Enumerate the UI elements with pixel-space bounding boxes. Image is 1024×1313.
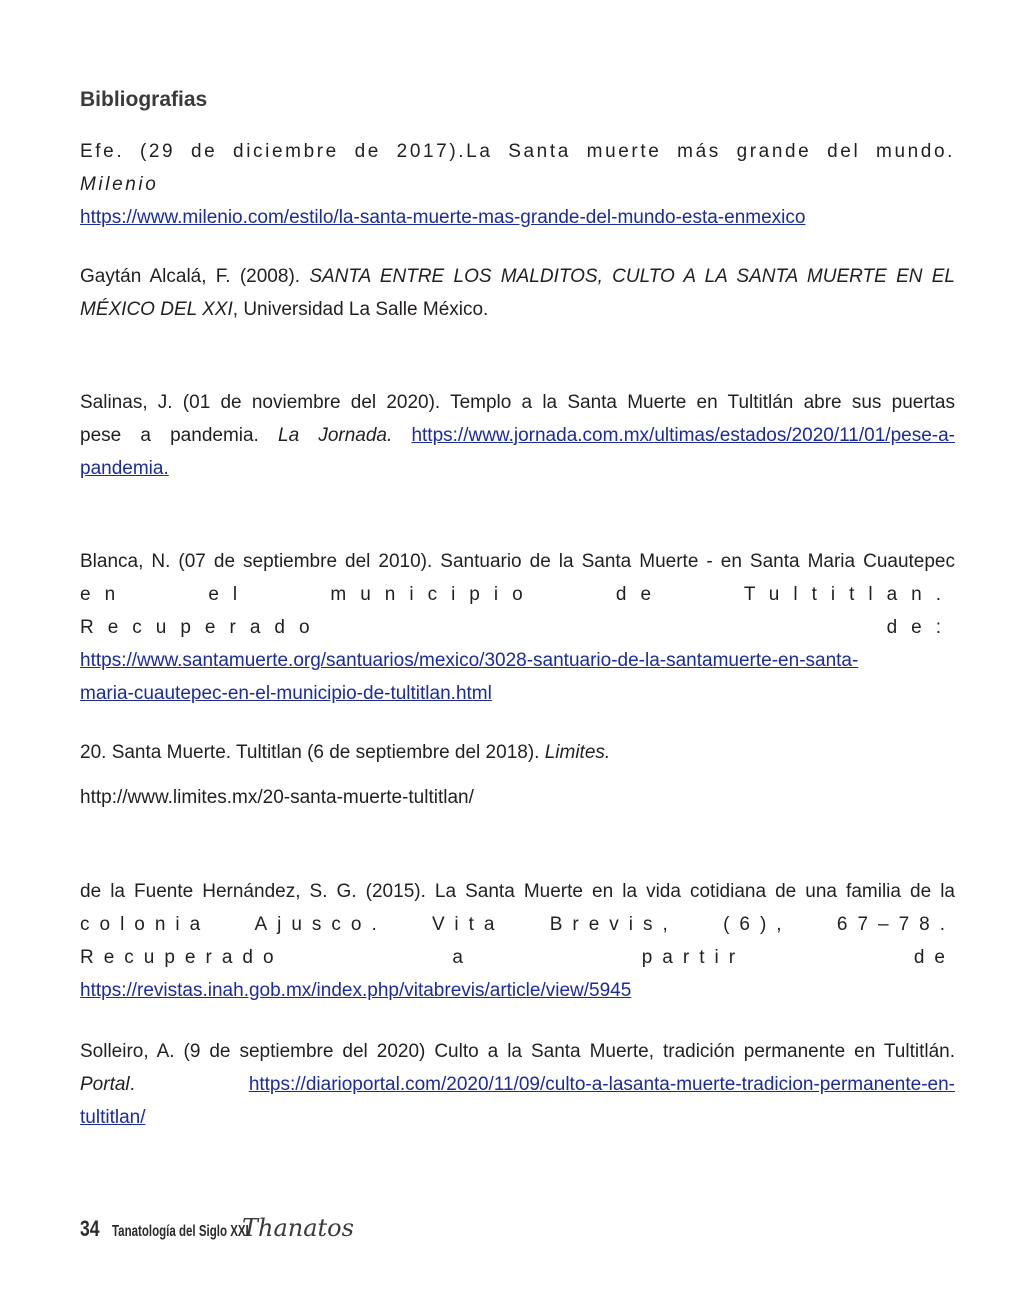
entry-line	[80, 135, 955, 201]
entry-line	[80, 1035, 955, 1068]
citation-link[interactable]: https://revistas.inah.gob.mx/index.php/vitabrevis/article/view/5945	[80, 980, 632, 1001]
entry-line	[80, 974, 955, 1007]
citation-link[interactable]: pandemia.	[80, 458, 169, 479]
entry-line	[80, 419, 955, 452]
entry-line	[80, 386, 955, 419]
citation-title: MÉXICO DEL XXI	[80, 299, 233, 320]
bibliography-entry-limites	[80, 736, 955, 814]
citation-text: Solleiro, A. (9 de septiembre del 2020) Culto a la Santa Muerte, tradición permanente en Tultitlán.	[80, 1041, 955, 1062]
citation-text: Blanca, N. (07 de septiembre del 2010). Santuario de la Santa Muerte - en Santa Maria Cuautepec	[80, 551, 955, 572]
entry-line	[80, 736, 955, 769]
citation-source: Portal	[80, 1074, 130, 1095]
bibliography-entry-gaytan	[80, 260, 955, 326]
citation-link[interactable]: https://www.milenio.com/estilo/la-santa-muerte-mas-grande-del-mundo-esta-enmexico	[80, 207, 806, 228]
entry-line	[80, 781, 955, 814]
entry-line	[80, 578, 955, 644]
citation-link[interactable]: tultitlan/	[80, 1107, 146, 1128]
entry-line	[80, 452, 955, 485]
entry-line	[80, 293, 955, 326]
citation-url-text: http://www.limites.mx/20-santa-muerte-tultitlan/	[80, 787, 474, 808]
entry-line	[80, 1068, 955, 1101]
citation-link[interactable]: https://diarioportal.com/2020/11/09/culto-a-lasanta-muerte-tradicion-permanente-en-	[248, 1074, 955, 1095]
page-number: 34	[80, 1216, 100, 1241]
citation-text: .	[129, 1074, 135, 1095]
citation-text: pese a pandemia.	[80, 425, 279, 446]
citation-source: Limites.	[544, 742, 611, 763]
citation-source: La Jornada.	[278, 425, 393, 446]
entry-line	[80, 644, 955, 677]
citation-link[interactable]: https://www.santamuerte.org/santuarios/mexico/3028-santuario-de-la-santamuerte-en-santa-	[80, 650, 859, 671]
citation-link[interactable]: maria-cuautepec-en-el-municipio-de-tultitlan.html	[80, 683, 492, 704]
citation-text: , Universidad La Salle México.	[232, 299, 489, 320]
entry-line	[80, 875, 955, 908]
citation-text: colonia Ajusco. Vita Brevis, (6), 67–78. Recuperado a partir de	[80, 914, 955, 968]
bibliography-entry-de-la-fuente	[80, 875, 955, 1007]
entry-line	[80, 677, 955, 710]
citation-text: 20. Santa Muerte. Tultitlan (6 de septiembre del 2018).	[80, 742, 545, 763]
citation-text: Salinas, J. (01 de noviembre del 2020). Templo a la Santa Muerte en Tultitlán abre sus puertas	[80, 392, 955, 413]
citation-text: de la Fuente Hernández, S. G. (2015). La Santa Muerte en la vida cotidiana de una familia de la	[80, 881, 955, 902]
entry-line	[80, 260, 955, 293]
citation-link[interactable]: https://www.jornada.com.mx/ultimas/estados/2020/11/01/pese-a-	[411, 425, 955, 446]
bibliography-entry-salinas	[80, 386, 955, 485]
citation-text: Efe. (29 de diciembre de 2017).La Santa muerte más grande del mundo.	[80, 141, 955, 162]
citation-text: Gaytán Alcalá, F. (2008).	[80, 266, 310, 287]
citation-text: en el municipio de Tultitlan. Recuperado de:	[80, 584, 955, 638]
entry-line	[80, 201, 955, 234]
entry-line	[80, 1101, 955, 1134]
magazine-name: Tanatología del Siglo XXI	[112, 1223, 249, 1240]
bibliography-entry-efe	[80, 135, 955, 234]
citation-title: SANTA ENTRE LOS MALDITOS, CULTO A LA SANTA MUERTE EN EL	[309, 266, 955, 287]
page-title: Bibliografias	[80, 88, 208, 111]
bibliography-entry-blanca	[80, 545, 955, 710]
page-footer	[80, 1214, 354, 1254]
citation-source: Milenio	[80, 174, 159, 195]
entry-line	[80, 545, 955, 578]
entry-line	[80, 908, 955, 974]
bibliography-entry-solleiro	[80, 1035, 955, 1134]
magazine-logo: Thanatos	[242, 1214, 354, 1242]
